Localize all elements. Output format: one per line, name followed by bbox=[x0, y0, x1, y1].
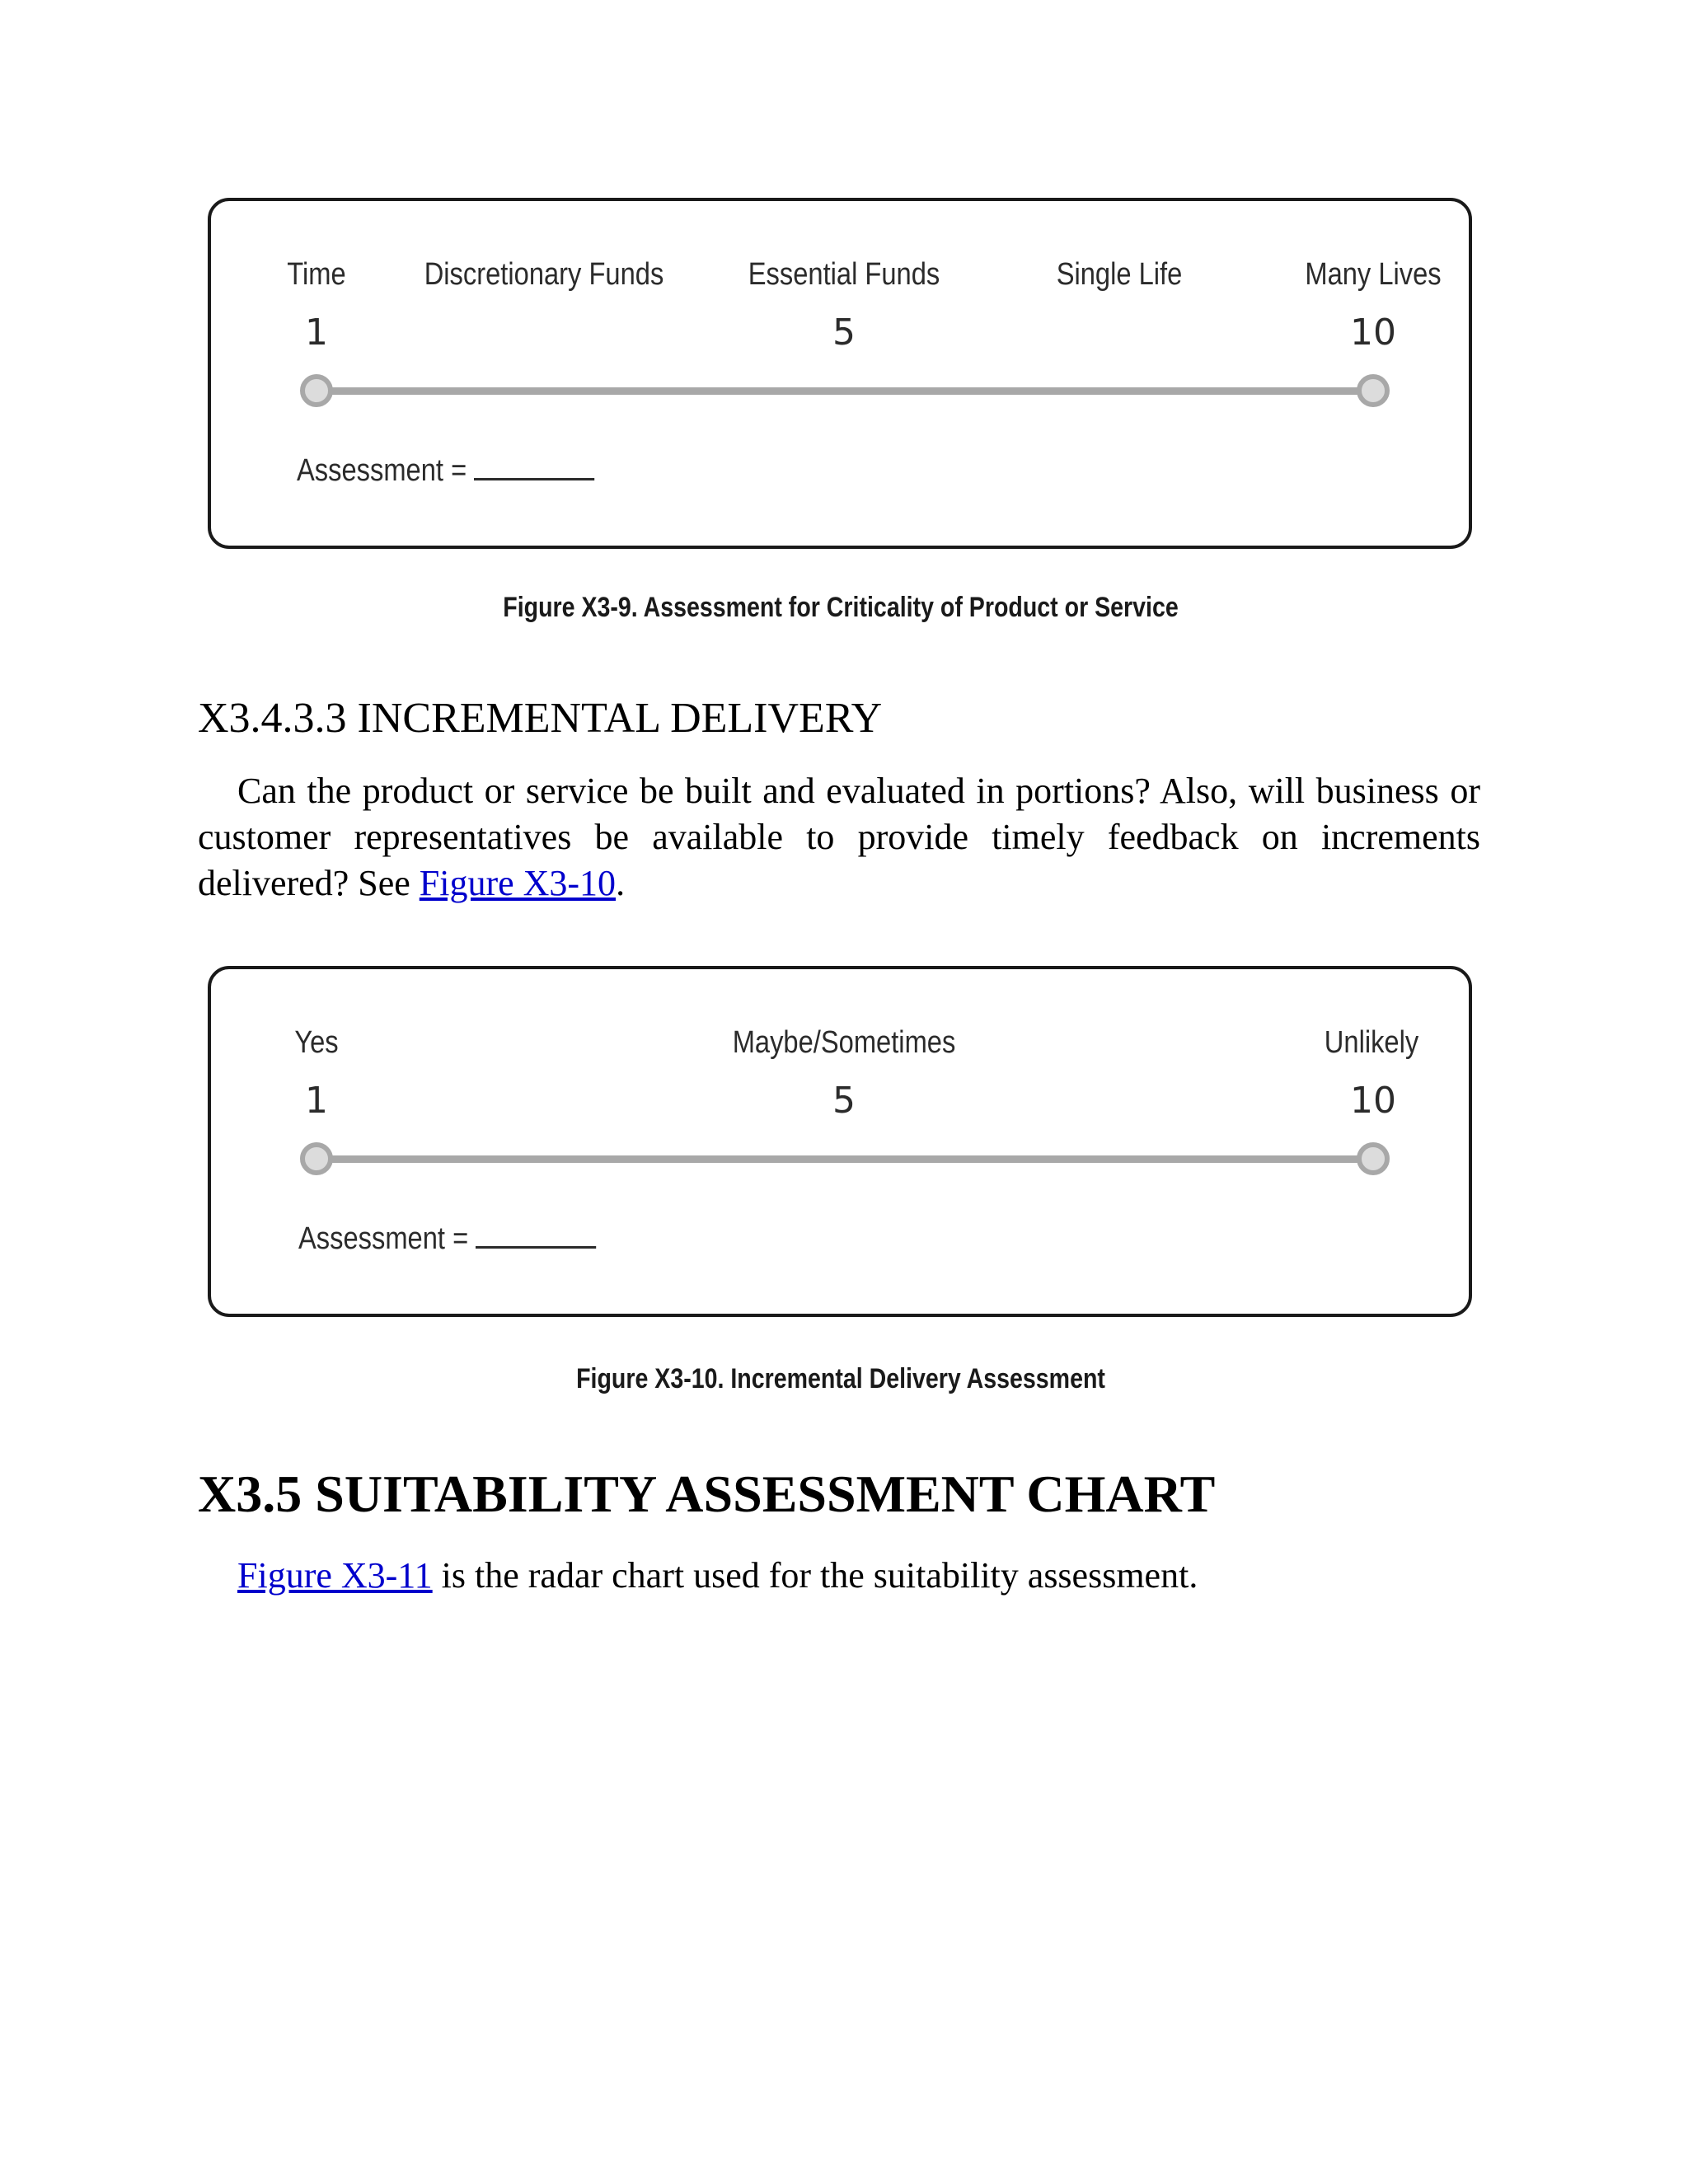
assessment-blank bbox=[474, 453, 594, 480]
figure-x3-9-box bbox=[208, 198, 1472, 549]
assessment-label: Assessment = bbox=[297, 453, 467, 488]
scale-label-single-life: Single Life bbox=[1056, 257, 1183, 292]
figure-x3-10-link[interactable]: Figure X3-10 bbox=[419, 863, 617, 903]
scale-knob-left bbox=[300, 374, 333, 407]
section-heading-incremental-delivery: X3.4.3.3 INCREMENTAL DELIVERY bbox=[198, 695, 883, 742]
scale-label-essential-funds: Essential Funds bbox=[748, 257, 940, 292]
scale-label-many-lives: Many Lives bbox=[1305, 257, 1442, 292]
figure-x3-10-caption: Figure X3-10. Incremental Delivery Assessment bbox=[576, 1363, 1105, 1394]
assessment-field bbox=[297, 453, 594, 489]
scale-label-unlikely: Unlikely bbox=[1324, 1025, 1419, 1060]
scale-knob-right bbox=[1357, 374, 1390, 407]
scale-number-5: 5 bbox=[832, 312, 856, 354]
scale-track bbox=[316, 1155, 1373, 1163]
suitability-chart-text: is the radar chart used for the suitability assessment. bbox=[432, 1555, 1198, 1596]
scale-label-yes: Yes bbox=[294, 1025, 339, 1060]
scale-knob-right bbox=[1357, 1142, 1390, 1175]
suitability-chart-paragraph bbox=[198, 1553, 1480, 1599]
scale-number-1: 1 bbox=[305, 1080, 328, 1122]
scale-track bbox=[316, 387, 1373, 395]
assessment-blank bbox=[476, 1221, 596, 1249]
figure-x3-11-link[interactable]: Figure X3-11 bbox=[237, 1555, 433, 1596]
figure-x3-10-box bbox=[208, 966, 1472, 1317]
scale-knob-left bbox=[300, 1142, 333, 1175]
incremental-delivery-paragraph bbox=[198, 768, 1480, 907]
incremental-delivery-period: . bbox=[616, 863, 626, 903]
scale-number-10: 10 bbox=[1350, 312, 1396, 354]
scale-label-discretionary-funds: Discretionary Funds bbox=[424, 257, 664, 292]
figure-x3-9-caption: Figure X3-9. Assessment for Criticality of Product or Service bbox=[503, 592, 1179, 623]
scale-number-1: 1 bbox=[305, 312, 328, 354]
scale-number-5: 5 bbox=[832, 1080, 856, 1122]
scale-label-time: Time bbox=[287, 257, 346, 292]
assessment-label: Assessment = bbox=[298, 1221, 469, 1256]
incremental-delivery-text: Can the product or service be built and evaluated in portions? Also, will business or customer representatives be available to provide timely feedback on increments delivered? See bbox=[198, 771, 1480, 903]
section-heading-suitability-assessment-chart: X3.5 SUITABILITY ASSESSMENT CHART bbox=[198, 1465, 1216, 1523]
scale-number-10: 10 bbox=[1350, 1080, 1396, 1122]
assessment-field bbox=[298, 1221, 596, 1257]
scale-label-maybe-sometimes: Maybe/Sometimes bbox=[732, 1025, 956, 1060]
